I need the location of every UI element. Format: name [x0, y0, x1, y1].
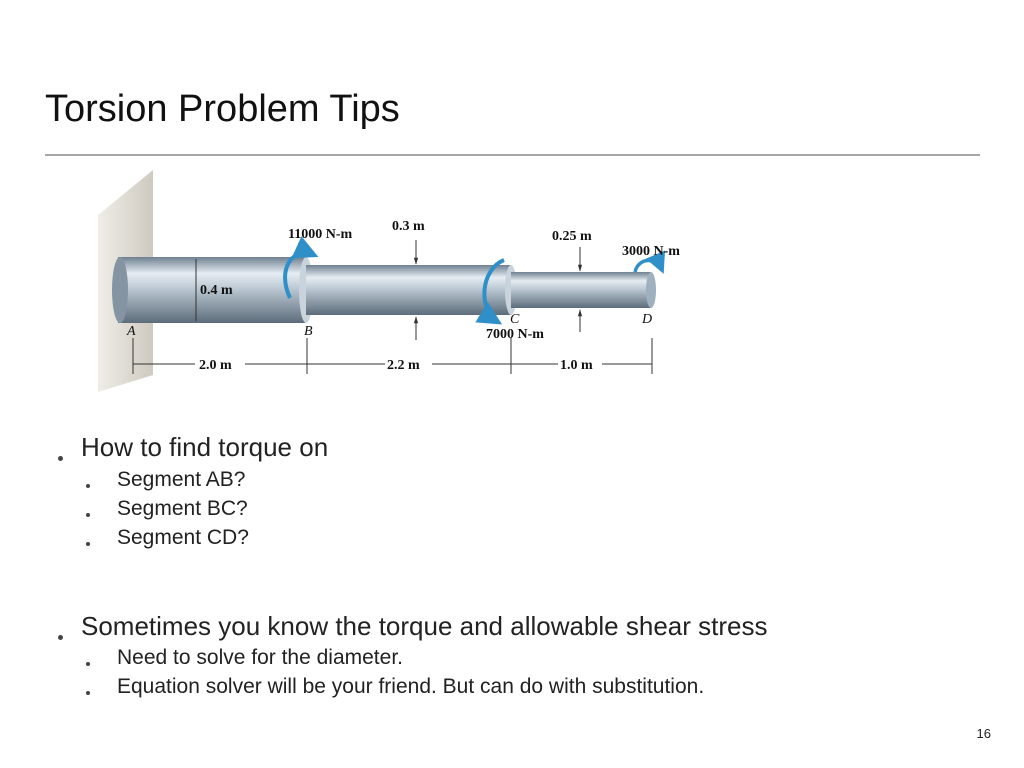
sub-bullet-segment-cd: Segment CD?: [117, 526, 249, 549]
sub-bullet-dot: [86, 542, 90, 546]
slide-title: Torsion Problem Tips: [45, 88, 400, 130]
length-label-cd: 1.0 m: [560, 358, 593, 373]
bullet-dot: [58, 456, 63, 461]
torque-label-b: 11000 N-m: [288, 227, 353, 242]
segment-cd-end-d: [646, 272, 656, 308]
segment-cd-shaft: [511, 272, 651, 308]
sub-bullet-equation-solver: Equation solver will be your friend. But can do with substitution.: [117, 675, 705, 698]
bullet-torque-question: How to find torque on: [81, 432, 329, 462]
sub-bullet-dot: [86, 513, 90, 517]
length-label-ab: 2.0 m: [199, 358, 232, 373]
point-label-a: A: [127, 324, 136, 339]
segment-ab-end-a: [112, 257, 128, 323]
length-label-bc: 2.2 m: [387, 358, 420, 373]
sub-bullet-dot: [86, 484, 90, 488]
bullet-dot: [58, 635, 63, 640]
torque-label-d: 3000 N-m: [622, 244, 680, 259]
segment-bc-shaft: [306, 265, 511, 315]
torque-label-c: 7000 N-m: [486, 327, 544, 342]
point-label-d: D: [642, 312, 653, 327]
sub-bullet-solve-diameter: Need to solve for the diameter.: [117, 646, 403, 669]
torque-arrow-d: [635, 260, 662, 272]
shaft-diagram: [80, 160, 720, 400]
diameter-label-cd: 0.25 m: [552, 229, 592, 244]
point-label-b: B: [304, 324, 313, 339]
page-number: 16: [976, 726, 991, 741]
diameter-label-bc: 0.3 m: [392, 219, 425, 234]
title-divider: [45, 154, 980, 156]
bullet-known-torque: Sometimes you know the torque and allowable shear stress: [81, 611, 768, 641]
diameter-label-ab: 0.4 m: [200, 283, 233, 298]
sub-bullet-dot: [86, 662, 90, 666]
sub-bullet-segment-ab: Segment AB?: [117, 468, 246, 491]
sub-bullet-segment-bc: Segment BC?: [117, 497, 248, 520]
sub-bullet-dot: [86, 691, 90, 695]
point-label-c: C: [510, 312, 520, 327]
stepped-shaft-figure: [80, 160, 720, 400]
